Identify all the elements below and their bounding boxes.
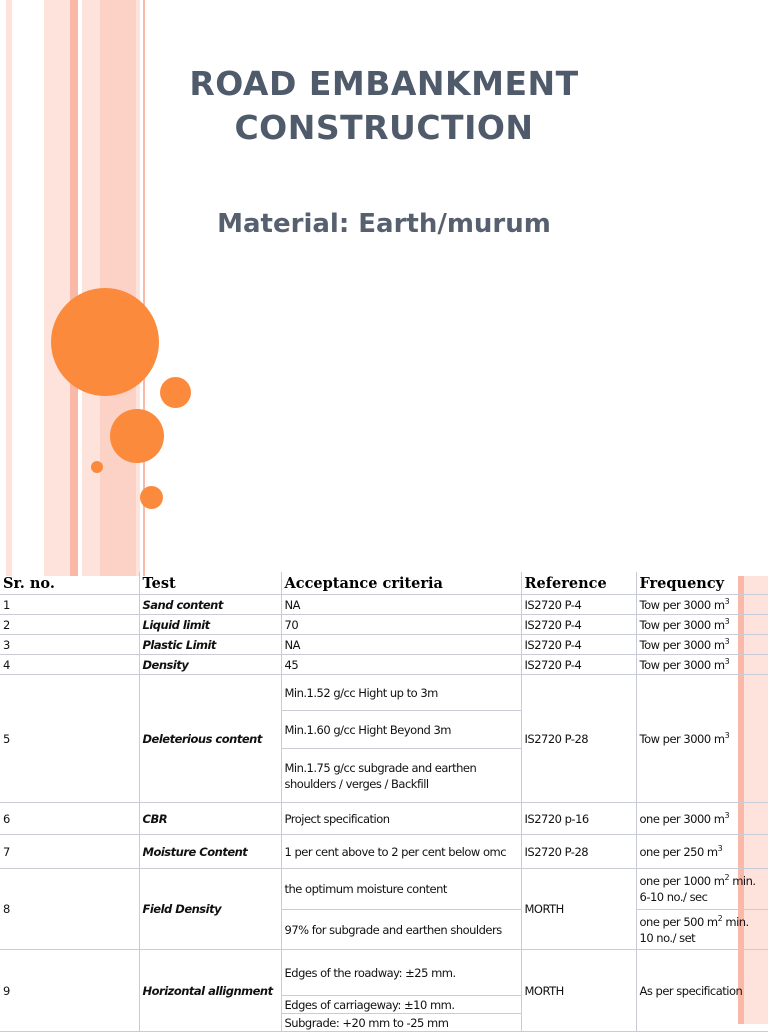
cell-frequency: As per specification — [636, 950, 768, 1032]
cell-criteria: Min.1.60 g/cc Hight Beyond 3m — [281, 711, 521, 749]
cell-test: Moisture Content — [139, 835, 281, 869]
cell-test: Liquid limit — [139, 615, 281, 635]
cell-reference: IS2720 p-16 — [521, 803, 636, 835]
frequency-exponent: 2 — [724, 873, 730, 883]
cell-frequency — [636, 635, 768, 655]
cell-sr: 5 — [0, 675, 139, 803]
cell-frequency — [636, 655, 768, 675]
table-row — [0, 635, 768, 655]
cell-reference: IS2720 P-4 — [521, 615, 636, 635]
cell-reference: MORTH — [521, 869, 636, 950]
cell-frequency — [636, 615, 768, 635]
table-row — [0, 869, 768, 910]
cell-criteria: Project specification — [281, 803, 521, 835]
circle-decoration — [91, 461, 103, 473]
cell-reference: MORTH — [521, 950, 636, 1032]
cell-reference: IS2720 P-4 — [521, 595, 636, 615]
cell-test: Plastic Limit — [139, 635, 281, 655]
cell-criteria: NA — [281, 595, 521, 615]
frequency-text: Tow per 3000 m — [639, 657, 725, 672]
frequency-text: min. 10 no./ set — [639, 914, 749, 945]
table-row — [0, 655, 768, 675]
table-row — [0, 675, 768, 711]
frequency-text: min. 6-10 no./ sec — [639, 874, 756, 904]
slide-subtitle: Material: Earth/murum — [217, 209, 551, 239]
header-acceptance-criteria: Acceptance criteria — [281, 572, 521, 595]
cell-test: Density — [139, 655, 281, 675]
cell-reference: IS2720 P-4 — [521, 655, 636, 675]
cell-criteria: 1 per cent above to 2 per cent below omc — [281, 835, 521, 869]
frequency-text: Tow per 3000 m — [639, 731, 725, 746]
frequency-text: one per 500 m — [639, 914, 718, 929]
cell-frequency — [636, 835, 768, 869]
cell-frequency — [636, 803, 768, 835]
cell-test: Horizontal allignment — [139, 950, 281, 1032]
cell-sr: 9 — [0, 950, 139, 1032]
frequency-exponent: 3 — [724, 730, 730, 740]
table-row — [0, 950, 768, 996]
header-reference: Reference — [521, 572, 636, 595]
cell-criteria: Min.1.52 g/cc Hight up to 3m — [281, 675, 521, 711]
cell-test: CBR — [139, 803, 281, 835]
frequency-exponent: 2 — [717, 913, 723, 923]
frequency-text: one per 250 m — [639, 844, 718, 859]
cell-frequency — [636, 910, 768, 950]
stripe-decoration — [136, 0, 140, 576]
test-spec-table — [0, 572, 768, 1032]
stripe-decoration — [70, 0, 78, 576]
frequency-text: one per 1000 m — [639, 874, 725, 888]
cell-criteria: Edges of the roadway: ±25 mm. — [281, 950, 521, 996]
frequency-text: Tow per 3000 m — [639, 617, 725, 632]
cell-sr: 3 — [0, 635, 139, 655]
cell-reference: IS2720 P-28 — [521, 675, 636, 803]
frequency-text: Tow per 3000 m — [639, 597, 725, 612]
title-line-1: ROAD EMBANKMENT — [189, 64, 579, 103]
table-row — [0, 803, 768, 835]
frequency-exponent: 3 — [724, 636, 730, 646]
table-row — [0, 835, 768, 869]
table-row — [0, 615, 768, 635]
cell-frequency — [636, 675, 768, 803]
cell-sr: 1 — [0, 595, 139, 615]
table-row — [0, 595, 768, 615]
stripe-decoration — [44, 0, 70, 576]
frequency-exponent: 3 — [724, 810, 730, 820]
circle-decoration — [140, 486, 163, 509]
cell-test: Sand content — [139, 595, 281, 615]
cell-criteria: the optimum moisture content — [281, 869, 521, 910]
table-header-row — [0, 572, 768, 595]
cell-frequency — [636, 595, 768, 615]
cell-criteria: 70 — [281, 615, 521, 635]
circle-decoration — [51, 288, 159, 396]
frequency-exponent: 3 — [724, 656, 730, 666]
circle-decoration — [160, 377, 191, 408]
header-frequency: Frequency — [636, 572, 768, 595]
cell-sr: 8 — [0, 869, 139, 950]
cell-criteria: 97% for subgrade and earthen shoulders — [281, 910, 521, 950]
circle-decoration — [110, 409, 164, 463]
header-test: Test — [139, 572, 281, 595]
title-line-2: CONSTRUCTION — [234, 108, 534, 147]
cell-sr: 7 — [0, 835, 139, 869]
frequency-exponent: 3 — [724, 616, 730, 626]
frequency-exponent: 3 — [717, 843, 723, 853]
cell-criteria: 45 — [281, 655, 521, 675]
cell-reference: IS2720 P-28 — [521, 835, 636, 869]
cell-frequency — [636, 869, 768, 910]
frequency-exponent: 3 — [724, 596, 730, 606]
stripe-decoration — [6, 0, 12, 576]
cell-sr: 4 — [0, 655, 139, 675]
cell-criteria: Edges of carriageway: ±10 mm. — [281, 996, 521, 1014]
cell-sr: 2 — [0, 615, 139, 635]
slide-title — [150, 62, 618, 150]
cell-sr: 6 — [0, 803, 139, 835]
frequency-text: one per 3000 m — [639, 811, 725, 826]
cell-reference: IS2720 P-4 — [521, 635, 636, 655]
cell-criteria: Min.1.75 g/cc subgrade and earthen shoulders / verges / Backfill — [281, 749, 521, 803]
cell-criteria: NA — [281, 635, 521, 655]
cell-test: Deleterious content — [139, 675, 281, 803]
cell-criteria: Subgrade: +20 mm to -25 mm — [281, 1014, 521, 1032]
header-sr-no: Sr. no. — [0, 572, 139, 595]
cell-test: Field Density — [139, 869, 281, 950]
frequency-text: Tow per 3000 m — [639, 637, 725, 652]
